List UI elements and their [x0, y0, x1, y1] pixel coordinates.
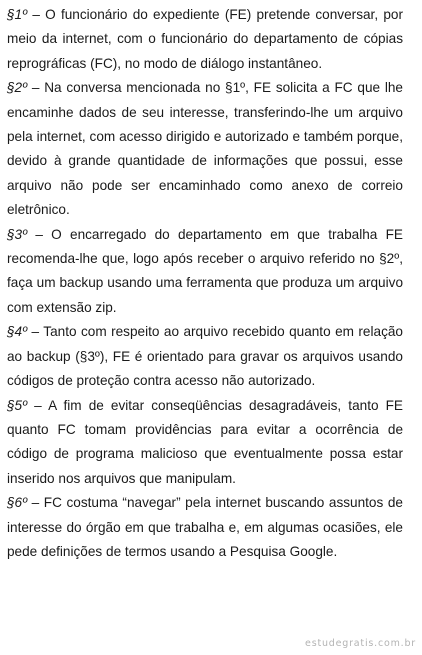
paragraph-2: [7, 76, 403, 222]
paragraph-text: – FC costuma “navegar” pela internet buscando assuntos de interesse do órgão em que trabalha e, em algumas ocasiões, ele pede definições de termos usando a Pesquisa Google.: [7, 495, 403, 559]
paragraph-5: [7, 394, 403, 492]
paragraph-text: – Na conversa mencionada no §1º, FE solicita a FC que lhe encaminhe dados de seu interesse, transferindo-lhe um arquivo pela internet, com acesso dirigido e autorizado e também porque, devido à grande quantidade de informações que possui, esse arquivo não pode ser encaminhado como anexo de correio eletrônico.: [7, 80, 403, 218]
paragraph-text: – A fim de evitar conseqüências desagradáveis, tanto FE quanto FC tomam providências para evitar a ocorrência de código de programa malicioso que eventualmente possa estar inserido nos arquivos que manipulam.: [7, 397, 403, 486]
paragraph-text: – O encarregado do departamento em que trabalha FE recomenda-lhe que, logo após receber o arquivo referido no §2º, faça um backup usando uma ferramenta que produza um arquivo com extensão zip.: [7, 226, 403, 315]
section-marker: §3º: [7, 226, 28, 242]
section-marker: §2º: [7, 80, 28, 96]
paragraph-text: – O funcionário do expediente (FE) pretende conversar, por meio da internet, com o funcionário do departamento de cópias reprográficas (FC), no modo de diálogo instantâneo.: [7, 7, 403, 71]
document-body: [7, 3, 403, 564]
section-marker: §5º: [7, 397, 28, 413]
section-marker: §6º: [7, 495, 28, 511]
site-watermark: estudegratis.com.br: [305, 638, 416, 649]
paragraph-6: [7, 491, 403, 564]
paragraph-1: [7, 3, 403, 76]
section-marker: §4º: [7, 324, 28, 340]
paragraph-3: [7, 223, 403, 321]
paragraph-text: – Tanto com respeito ao arquivo recebido quanto em relação ao backup (§3º), FE é orientado para gravar os arquivos usando códigos de proteção contra acesso não autorizado.: [7, 324, 403, 389]
section-marker: §1º: [7, 7, 28, 22]
paragraph-4: [7, 320, 403, 393]
